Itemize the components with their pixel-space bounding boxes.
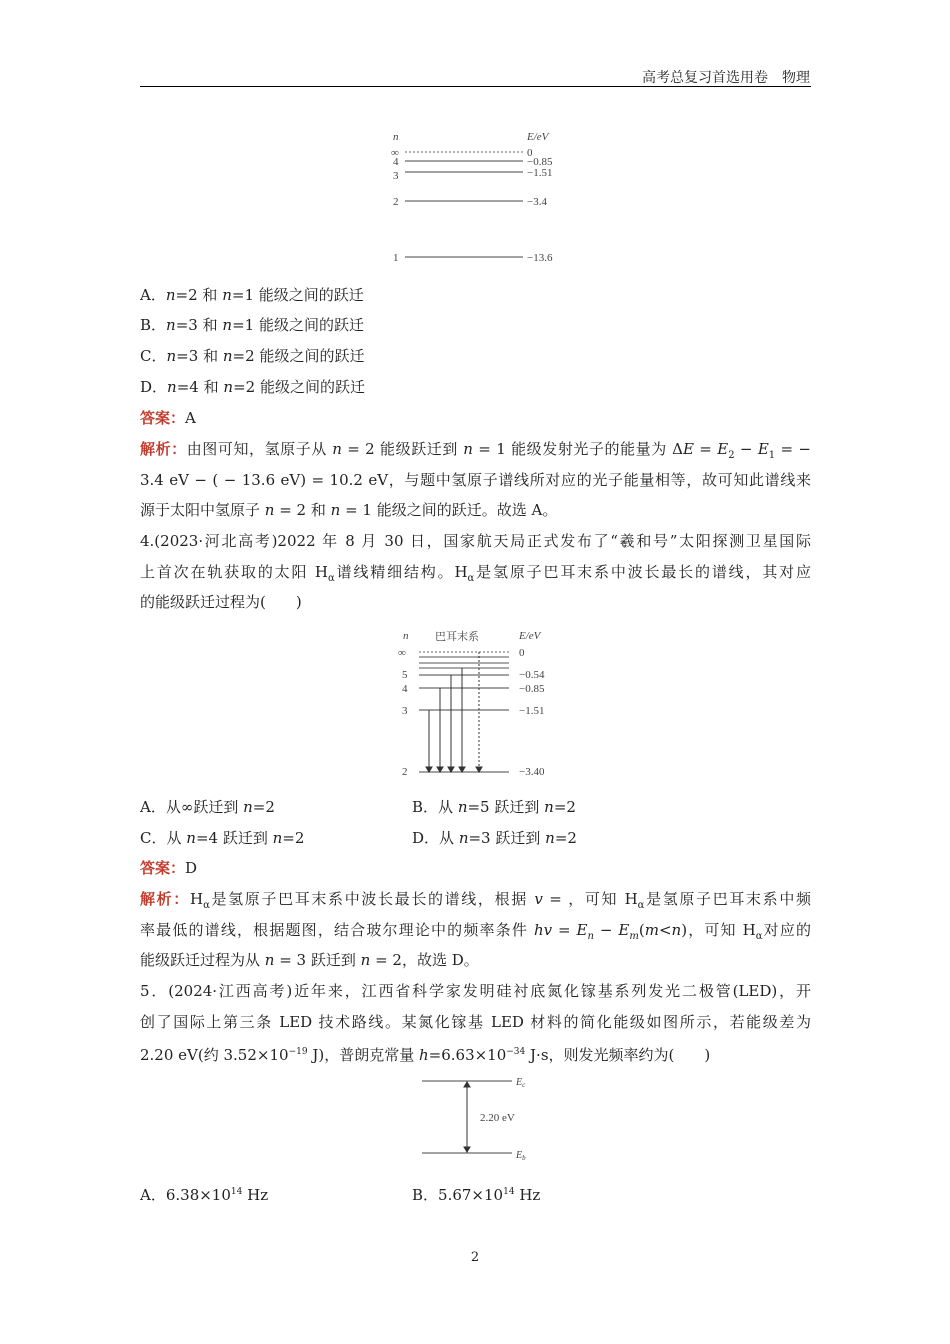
page-number: 2 [470,1250,480,1265]
fig3-label-ec: $E_c$ [516,1077,526,1089]
svg-text:0: 0 [527,147,533,159]
svg-text:4: 4 [393,156,399,168]
q4-analysis-line3: 能级跃迁过程为从 n = 3 跃迁到 n = 2，故选 D。 [140,951,479,969]
fig1-level-inf [391,147,533,159]
svg-text:1: 1 [393,252,399,264]
svg-text:∞: ∞ [391,147,399,159]
svg-text:4: 4 [402,683,408,695]
svg-text:−0.54: −0.54 [519,669,545,681]
fig3-label-eb: $E_b$ [516,1150,526,1162]
q3-analysis-line1: 解析：由图可知，氢原子从 n = 2 能级跃迁到 n = 1 能级发射光子的能量为 $\Delta E = E_2 - E_1$ = − [140,440,811,461]
balmer-series-diagram [395,628,565,780]
fig2-level-5 [402,669,545,681]
q4-answer: 答案：D [140,859,198,877]
q5-stem-line1: 5．(2024·江西高考)近年来，江西省科学家发明硅衬底氮化镓基系列发光二极管(LED)，开 [140,982,811,1000]
svg-text:3: 3 [402,705,408,717]
fig2-level-4 [402,683,545,695]
fig2-level-2 [402,766,545,778]
q4-option-d: D．从 n=3 跃迁到 n=2 [412,829,577,847]
svg-text:−3.40: −3.40 [519,766,545,778]
q3-option-a: A．n=2 和 n=1 能级之间的跃迁 [140,286,364,304]
q3-option-c: C．n=3 和 n=2 能级之间的跃迁 [140,347,365,365]
fig2-transition-arrows [426,652,482,772]
q4-option-c: C．从 n=4 跃迁到 n=2 [140,829,305,847]
q3-option-d: D．n=4 和 n=2 能级之间的跃迁 [140,378,365,396]
q5-stem-line2: 创了国际上第三条 LED 技术路线。某氮化镓基 LED 材料的简化能级如图所示，若能级差为 [140,1013,811,1031]
svg-text:3: 3 [393,170,399,182]
svg-text:−1.51: −1.51 [519,705,545,717]
header-rule [140,86,811,87]
svg-text:2: 2 [402,766,408,778]
svg-text:−3.4: −3.4 [527,196,547,208]
svg-text:−13.6: −13.6 [527,252,553,264]
q3-option-b: B．n=3 和 n=1 能级之间的跃迁 [140,316,364,334]
fig3-gap-label: 2.20 eV [480,1112,515,1124]
q4-stem-line2: 上首次在轨获取的太阳 $H_\alpha$谱线精细结构。$H_\alpha$是氢原子巴耳末系中波长最长的谱线，其对应 [140,563,811,584]
q3-analysis-line3: 源于太阳中氢原子 n = 2 和 n = 1 能级之间的跃迁。故选 A。 [140,501,558,519]
fig1-level-1 [393,252,553,264]
svg-text:−0.85: −0.85 [527,156,553,168]
svg-text:0: 0 [519,647,525,659]
q4-stem-line3: 的能级跃迁过程为( ) [140,593,302,611]
fig1-level-2 [393,196,547,208]
q4-analysis-line2: 率最低的谱线，根据题图，结合玻尔理论中的频率条件 hv = $E_n - E_m(m<n)$，可知 $H_\alpha$对应的 [140,921,812,942]
q5-option-a: A．$6.38\times 10^{14}$ Hz [140,1186,269,1204]
energy-level-diagram [385,128,585,268]
q4-option-b: B．从 n=5 跃迁到 n=2 [412,798,576,816]
svg-text:−1.51: −1.51 [527,167,553,179]
fig1-n-label: n [393,131,399,143]
fig2-level-3 [402,705,544,717]
q3-answer: 答案：A [140,409,196,427]
fig2-series-label: 巴耳末系 [435,631,479,643]
q4-analysis-line1: 解析：$H_\alpha$是氢原子巴耳末系中波长最长的谱线，根据 v = ，可知 $H_\alpha$是氢原子巴耳末系中频 [140,890,811,911]
q5-option-b: B．$5.67\times 10^{14}$ Hz [412,1186,541,1204]
q3-analysis-line2: 3.4 eV − ( − 13.6 eV) = 10.2 eV，与题中氢原子谱线所对应的光子能量相等，故可知此谱线来 [140,471,811,489]
page-header-title: 高考总复习首选用卷 物理 [642,70,810,86]
svg-text:−0.85: −0.85 [519,683,545,695]
svg-text:2: 2 [393,196,399,208]
q4-stem-line1: 4.(2023·河北高考)2022 年 8 月 30 日，国家航天局正式发布了“羲和号”太阳探测卫星国际 [140,532,811,550]
fig3-double-arrow [464,1082,470,1152]
led-energy-gap-diagram [418,1073,538,1165]
fig2-n-label: n [403,630,409,642]
fig2-e-label: E/eV [519,630,541,642]
fig1-e-label: E/eV [527,131,549,143]
q4-option-a: A．从∞跃迁到 n=2 [140,798,275,816]
svg-text:∞: ∞ [398,647,406,659]
svg-text:5: 5 [402,669,408,681]
q5-stem-line3: 2.20 eV(约 $3.52\times 10^{-19}$ J)，普朗克常量 $h=6.63\times 10^{-34}$ J·s，则发光频率约为( ) [140,1046,711,1064]
fig1-level-3 [393,167,552,182]
